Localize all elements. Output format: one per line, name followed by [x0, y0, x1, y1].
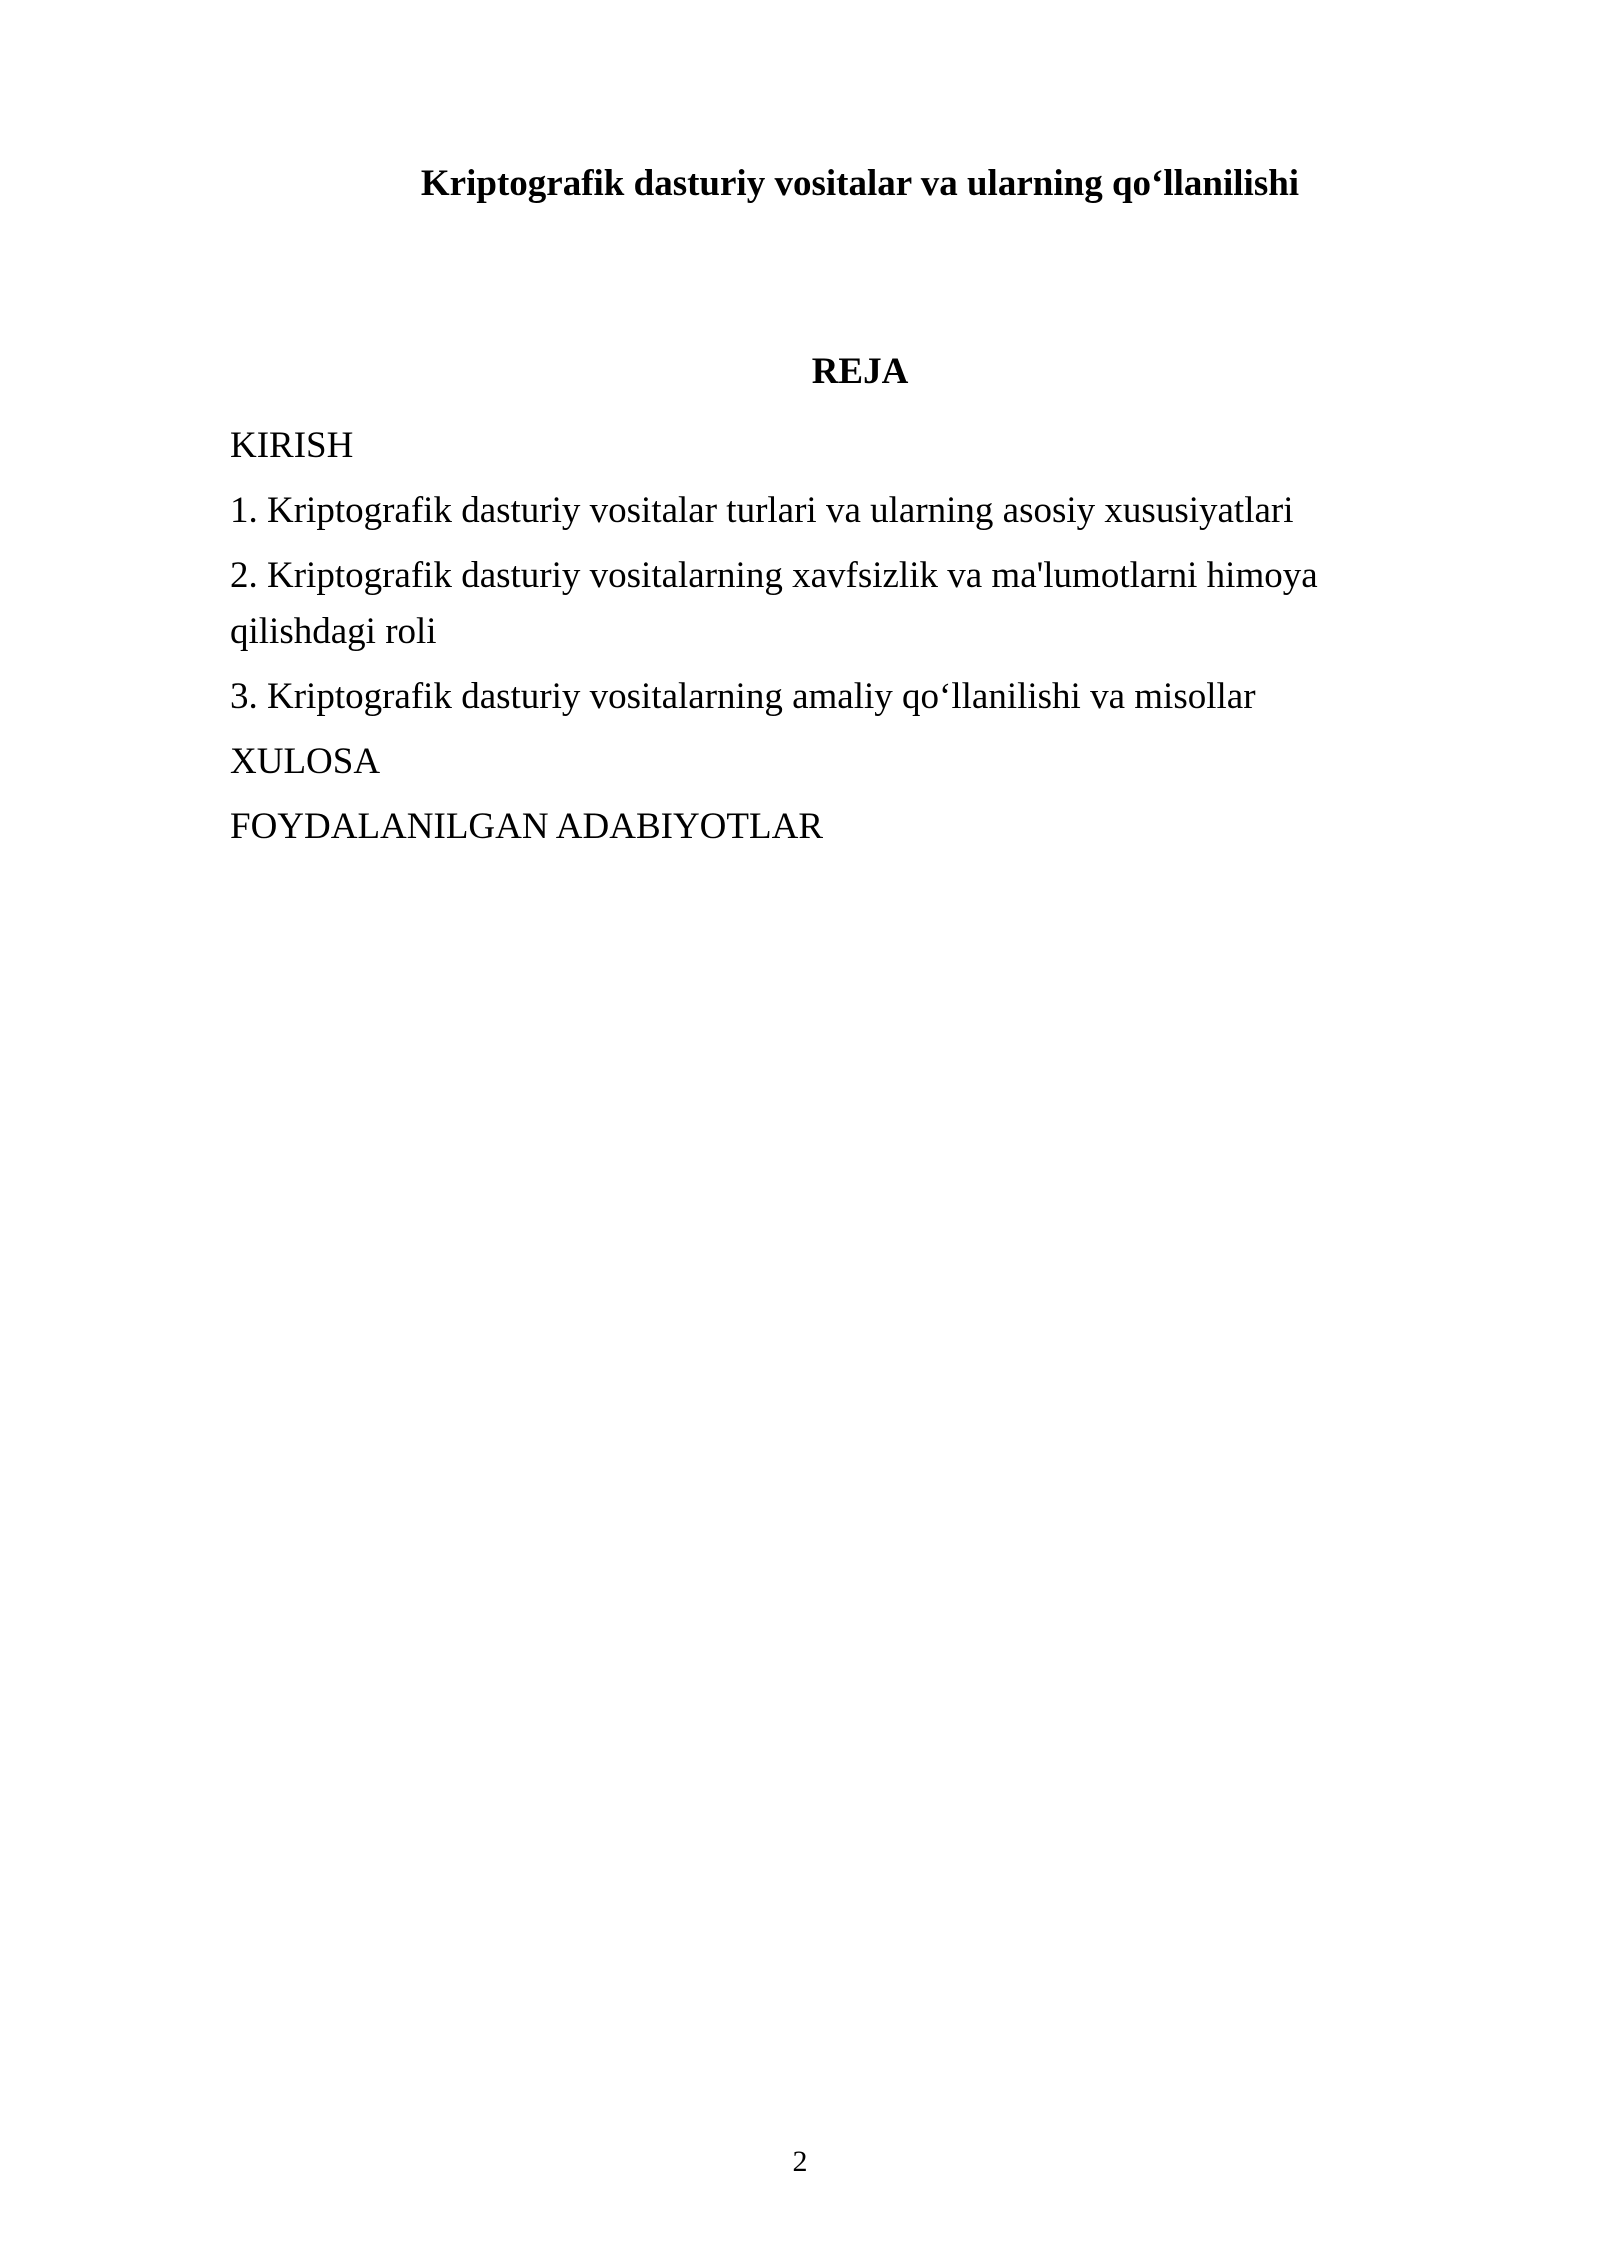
plan-item-intro: KIRISH [230, 425, 354, 466]
plan-item-conclusion: XULOSA [230, 741, 381, 782]
plan-item-2: 2. Kriptografik dasturiy vositalarning xavfsizlik va ma'lumotlarni himoya qilishdagi roli [230, 555, 1318, 652]
document-title: Kriptografik dasturiy vositalar va ularning qo‘llanilishi [420, 163, 1300, 204]
plan-heading: REJA [811, 351, 909, 392]
plan-list [230, 418, 1370, 864]
plan-item-references: FOYDALANILGAN ADABIYOTLAR [230, 806, 823, 847]
plan-item-3: 3. Kriptografik dasturiy vositalarning amaliy qo‘llanilishi va misollar [230, 676, 1256, 717]
plan-item-1: 1. Kriptografik dasturiy vositalar turlari va ularning asosiy xususiyatlari [230, 490, 1294, 531]
page-number: 2 [792, 2145, 808, 2178]
